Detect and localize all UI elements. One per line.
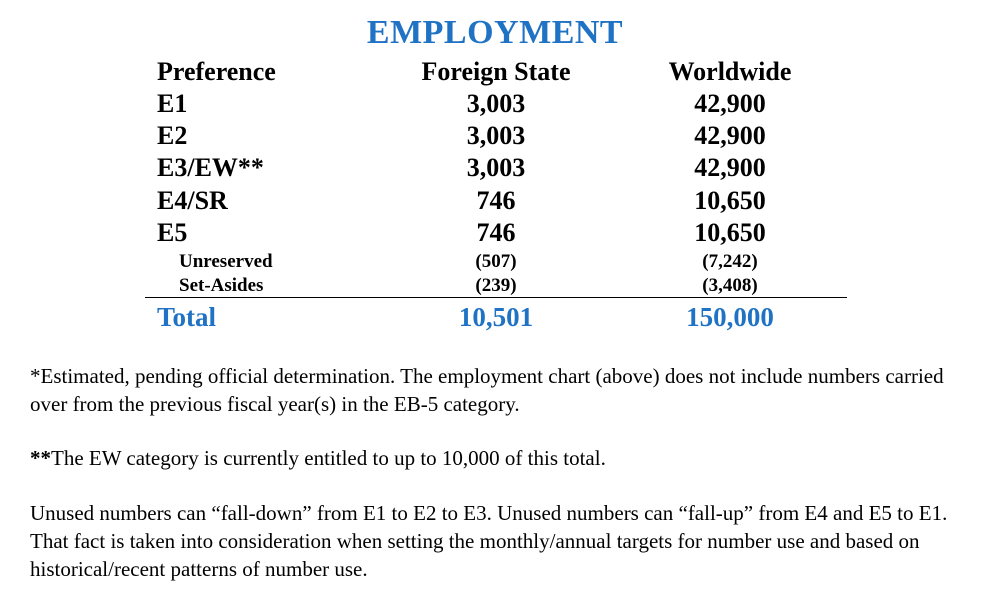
total-worldwide: 150,000 [686, 302, 774, 332]
cell-preference: E1 [157, 89, 188, 118]
cell-foreign-state: 746 [476, 186, 516, 215]
cell-foreign-state: 746 [476, 218, 516, 247]
cell-foreign-state: (239) [475, 275, 517, 296]
table-header-row [0, 57, 985, 87]
header-worldwide: Worldwide [668, 57, 792, 86]
header-foreign-state: Foreign State [421, 57, 571, 86]
page-title: EMPLOYMENT [366, 14, 624, 51]
cell-preference: E2 [157, 121, 188, 150]
table-row [0, 153, 985, 183]
total-foreign-state: 10,501 [458, 302, 534, 332]
cell-worldwide: 42,900 [694, 153, 766, 182]
cell-worldwide: 42,900 [694, 121, 766, 150]
cell-worldwide: (7,242) [702, 251, 758, 272]
cell-preference: E5 [157, 218, 188, 247]
cell-preference: Set-Asides [179, 275, 264, 296]
cell-preference: E4/SR [157, 186, 228, 215]
table-total-row [0, 301, 985, 333]
cell-preference: E3/EW** [157, 153, 264, 182]
table-subrow [0, 275, 985, 297]
cell-foreign-state: 3,003 [466, 89, 526, 118]
header-preference: Preference [157, 57, 276, 86]
cell-worldwide: (3,408) [702, 275, 758, 296]
total-divider [145, 297, 847, 298]
table-row [0, 121, 985, 151]
note-estimated: *Estimated, pending official determination. The employment chart (above) does not include numbers carried over from the previous fiscal year(s) in the EB-5 category. [30, 364, 944, 416]
table-row [0, 186, 985, 216]
cell-worldwide: 10,650 [694, 186, 766, 215]
cell-worldwide: 10,650 [694, 218, 766, 247]
cell-preference: Unreserved [179, 251, 273, 272]
cell-foreign-state: 3,003 [466, 153, 526, 182]
cell-foreign-state: (507) [475, 251, 517, 272]
cell-worldwide: 42,900 [694, 89, 766, 118]
table-row [0, 89, 985, 119]
total-label: Total [157, 302, 217, 332]
note-ew-prefix: ** [30, 446, 51, 470]
cell-foreign-state: 3,003 [466, 121, 526, 150]
note-ew-text: The EW category is currently entitled to up to 10,000 of this total. [51, 446, 606, 470]
note-ew [30, 444, 960, 472]
note-unused: Unused numbers can “fall-down” from E1 to E2 to E3. Unused numbers can “fall-up” from E4 and E5 to E1. That fact is taken into consideration when setting the monthly/annual targets for number use and based on historical/recent patterns of number use. [30, 501, 948, 581]
table-row [0, 218, 985, 248]
table-subrow [0, 251, 985, 273]
